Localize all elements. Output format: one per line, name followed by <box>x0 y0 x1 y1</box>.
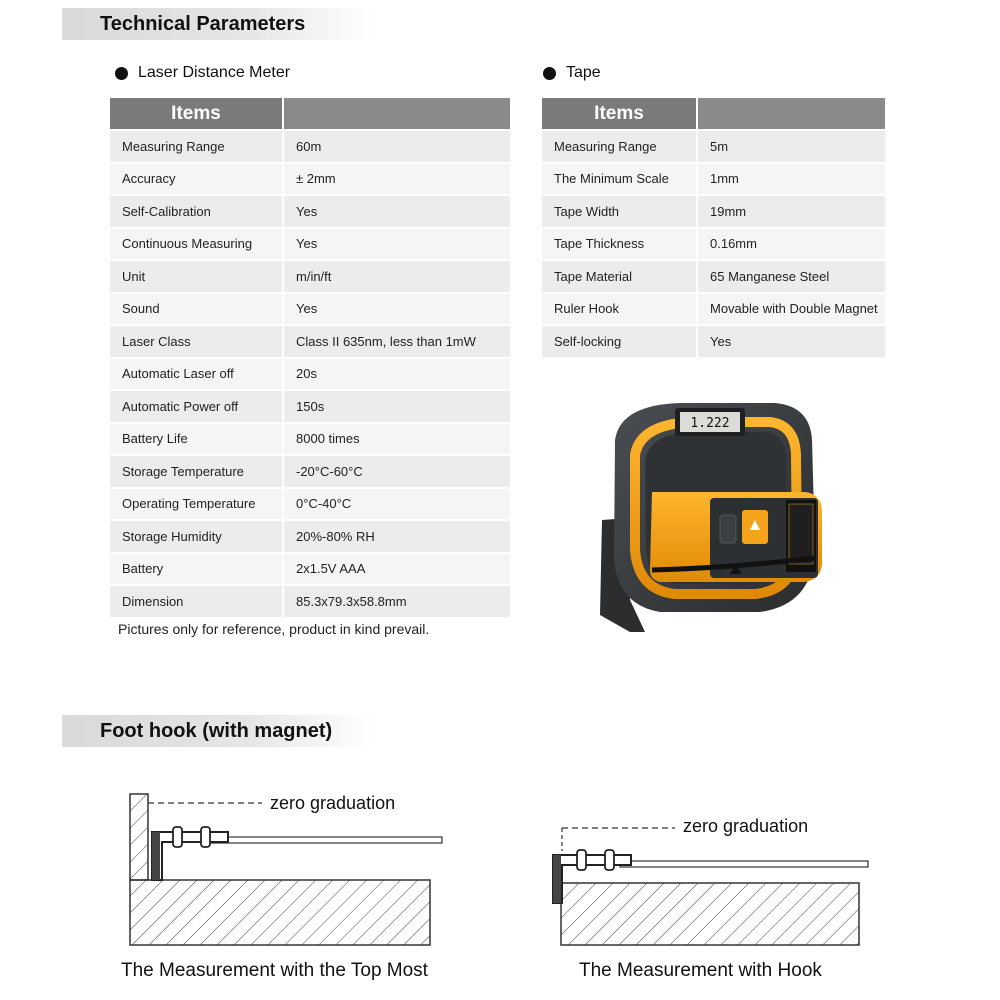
spec-value: m/in/ft <box>283 260 510 293</box>
zero-graduation-label: zero graduation <box>270 793 396 813</box>
spec-label: Automatic Laser off <box>110 358 283 391</box>
spec-value: 8000 times <box>283 423 510 456</box>
laser-heading-label: Laser Distance Meter <box>138 64 291 81</box>
spec-label: Storage Temperature <box>110 455 283 488</box>
table-header-row <box>110 98 510 130</box>
bullet-icon <box>543 67 556 80</box>
spec-label: Operating Temperature <box>110 488 283 521</box>
table-row <box>110 390 510 423</box>
spec-label: Tape Width <box>542 195 697 228</box>
spec-value: 1mm <box>697 163 885 196</box>
spec-value: 20%-80% RH <box>283 520 510 553</box>
spec-label: Automatic Power off <box>110 390 283 423</box>
spec-value: Yes <box>283 195 510 228</box>
spec-label: Dimension <box>110 585 283 617</box>
spec-value: 0.16mm <box>697 228 885 261</box>
spec-value: 5m <box>697 130 885 163</box>
spec-value: 0°C-40°C <box>283 488 510 521</box>
display-reading: 1.222 <box>690 416 730 431</box>
spec-value: Yes <box>283 293 510 326</box>
spec-label: Storage Humidity <box>110 520 283 553</box>
table-row <box>110 293 510 326</box>
table-row <box>110 325 510 358</box>
tape-section-heading <box>543 64 601 82</box>
spec-value: Yes <box>283 228 510 261</box>
spec-value: 85.3x79.3x58.8mm <box>283 585 510 617</box>
top-most-caption: The Measurement with the Top Most <box>121 960 428 981</box>
spec-value: 20s <box>283 358 510 391</box>
table-row <box>110 358 510 391</box>
foot-hook-banner <box>62 715 374 747</box>
table-row <box>542 130 885 163</box>
spec-label: Continuous Measuring <box>110 228 283 261</box>
table-row <box>542 228 885 261</box>
spec-label: Laser Class <box>110 325 283 358</box>
table-row <box>110 228 510 261</box>
laser-spec-body <box>110 130 510 617</box>
table-row <box>542 195 885 228</box>
spec-label: Battery <box>110 553 283 586</box>
tape-spec-body <box>542 130 885 357</box>
spec-label: Self-locking <box>542 325 697 357</box>
spec-value: 19mm <box>697 195 885 228</box>
laser-section-heading <box>115 64 290 82</box>
technical-parameters-banner <box>62 8 374 40</box>
spec-value: Class II 635nm, less than 1mW <box>283 325 510 358</box>
items-header: Items <box>110 98 283 130</box>
tape-heading-label: Tape <box>566 64 601 81</box>
spec-value: 65 Manganese Steel <box>697 260 885 293</box>
spec-label: Measuring Range <box>110 130 283 163</box>
spec-label: Sound <box>110 293 283 326</box>
table-header-row <box>542 98 885 130</box>
table-row <box>110 130 510 163</box>
table-row <box>542 325 885 357</box>
table-row <box>110 260 510 293</box>
laser-tape-measure-image <box>590 400 830 635</box>
spec-label: Unit <box>110 260 283 293</box>
table-row <box>542 293 885 326</box>
table-row <box>110 520 510 553</box>
value-header <box>283 98 510 130</box>
spec-value: 60m <box>283 130 510 163</box>
table-row <box>110 488 510 521</box>
spec-value: Yes <box>697 325 885 357</box>
bullet-icon <box>115 67 128 80</box>
technical-parameters-title: Technical Parameters <box>100 12 306 35</box>
tape-spec-table <box>542 98 885 357</box>
spec-value: 150s <box>283 390 510 423</box>
spec-label: Ruler Hook <box>542 293 697 326</box>
spec-value: 2x1.5V AAA <box>283 553 510 586</box>
spec-label: The Minimum Scale <box>542 163 697 196</box>
foot-hook-title: Foot hook (with magnet) <box>100 719 333 742</box>
spec-label: Measuring Range <box>542 130 697 163</box>
value-header <box>697 98 885 130</box>
spec-label: Tape Material <box>542 260 697 293</box>
hook-caption: The Measurement with Hook <box>579 960 822 981</box>
items-header: Items <box>542 98 697 130</box>
table-row <box>110 585 510 617</box>
table-row <box>110 553 510 586</box>
table-row <box>110 163 510 196</box>
zero-graduation-label: zero graduation <box>683 816 809 836</box>
spec-label: Battery Life <box>110 423 283 456</box>
table-row <box>110 455 510 488</box>
table-row <box>110 423 510 456</box>
table-row <box>542 260 885 293</box>
laser-spec-table <box>110 98 510 617</box>
spec-value: -20°C-60°C <box>283 455 510 488</box>
spec-label: Accuracy <box>110 163 283 196</box>
reference-note: Pictures only for reference, product in kind prevail. <box>118 621 430 637</box>
spec-value: Movable with Double Magnet <box>697 293 885 326</box>
spec-value: ± 2mm <box>283 163 510 196</box>
spec-label: Tape Thickness <box>542 228 697 261</box>
spec-label: Self-Calibration <box>110 195 283 228</box>
table-row <box>542 163 885 196</box>
table-row <box>110 195 510 228</box>
